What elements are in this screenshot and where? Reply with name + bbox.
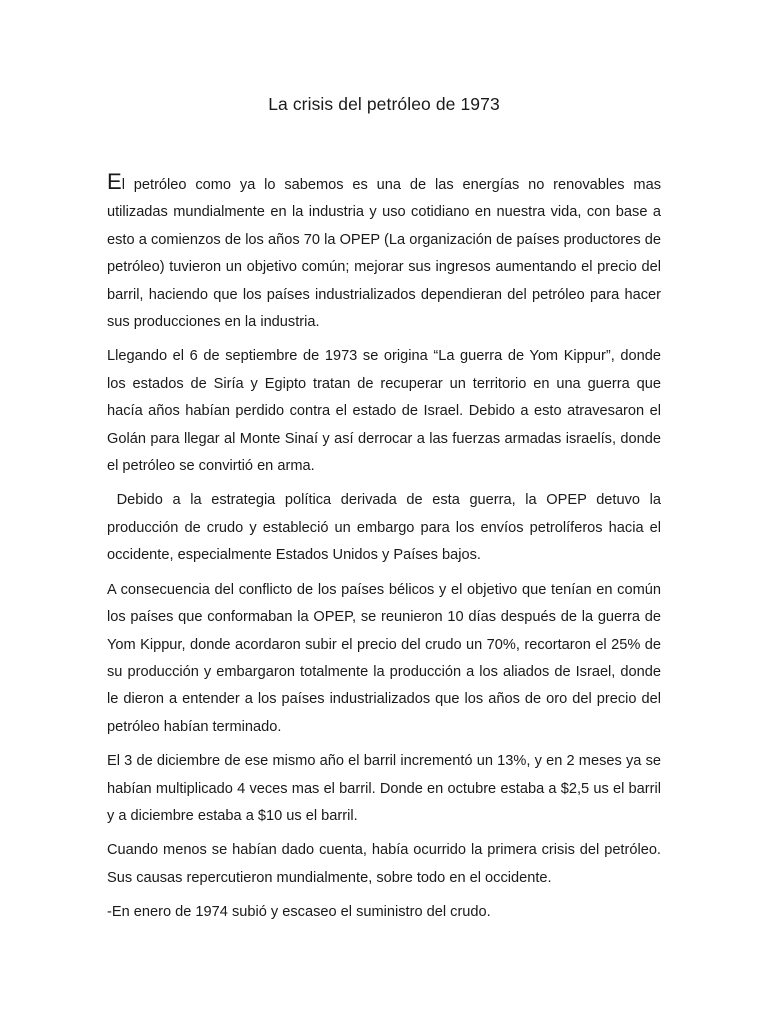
paragraph-4: A consecuencia del conflicto de los países bélicos y el objetivo que tenían en común los países que conformaban la OPEP, se reunieron 10 días después de la guerra de Yom Kippur, donde acordaron subir el precio del crudo un 70%, recortaron el 25% de su producción y embargaron totalmente la producción a los aliados de Israel, donde le dieron a entender a los países industrializados que los años de oro del precio del petróleo habían terminado. bbox=[107, 581, 661, 735]
document-body bbox=[107, 169, 666, 927]
paragraph-1 bbox=[107, 169, 661, 336]
paragraph-5: El 3 de diciembre de ese mismo año el barril incrementó un 13%, y en 2 meses ya se habían multiplicado 4 veces mas el barril. Donde en octubre estaba a $2,5 us el barril y a diciembre estaba a $10 us el barril. bbox=[107, 753, 661, 824]
document-title: La crisis del petróleo de 1973 bbox=[268, 94, 500, 114]
paragraph-6: Cuando menos se habían dado cuenta, había ocurrido la primera crisis del petróleo. Sus causas repercutieron mundialmente, sobre todo en el occidente. bbox=[107, 842, 661, 886]
paragraph-2: Llegando el 6 de septiembre de 1973 se origina “La guerra de Yom Kippur”, donde los estados de Siría y Egipto tratan de recuperar un territorio en una guerra que hacía años habían perdido contra el estado de Israel. Debido a esto atravesaron el Golán para llegar al Monte Sinaí y así derrocar a las fuerzas armadas israelís, donde el petróleo se convirtió en arma. bbox=[107, 348, 661, 475]
paragraph-1-text: l petróleo como ya lo sabemos es una de las energías no renovables mas utilizadas mundialmente en la industria y uso cotidiano en nuestra vida, con base a esto a comienzos de los años 70 la OPEP (La organización de países productores de petróleo) tuvieron un objetivo común; mejorar sus ingresos aumentando el precio del barril, haciendo que los países industrializados dependieran del petróleo para hacer sus producciones en la industria. bbox=[107, 177, 661, 331]
paragraph-7: -En enero de 1974 subió y escaseo el suministro del crudo. bbox=[107, 904, 491, 921]
paragraph-3: Debido a la estrategia política derivada de esta guerra, la OPEP detuvo la producción de crudo y estableció un embargo para los envíos petrolíferos hacia el occidente, especialmente Estados Unidos y Países bajos. bbox=[107, 492, 666, 564]
drop-cap: E bbox=[107, 169, 122, 194]
